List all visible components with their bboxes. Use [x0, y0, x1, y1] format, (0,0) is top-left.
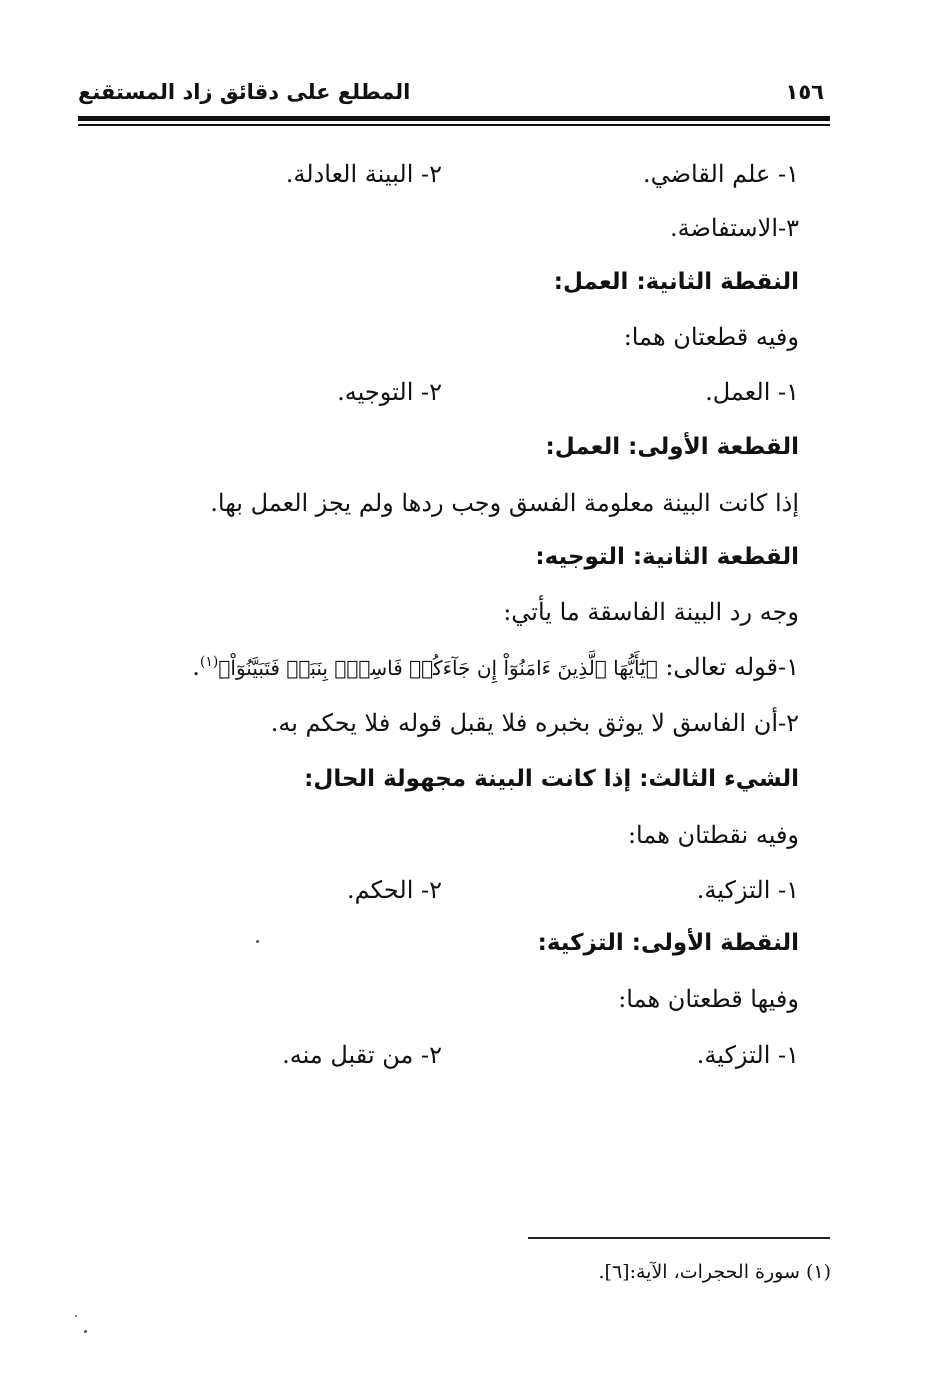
header-rule-thin [78, 124, 830, 126]
reason-prefix: ١-قوله تعالى: [665, 653, 799, 681]
section-heading: النقطة الثانية: العمل: [553, 269, 799, 295]
section-heading: القطعة الأولى: العمل: [545, 434, 799, 460]
section-heading: النقطة الأولى: التزكية: [537, 930, 799, 956]
paragraph-verse [192, 650, 799, 685]
paragraph: إذا كانت البينة معلومة الفسق وجب ردها ولم يجز العمل بها. [210, 489, 799, 517]
scan-speck [256, 940, 259, 943]
page-number: ١٥٦ [785, 80, 824, 104]
paragraph: وجه رد البينة الفاسقة ما يأتي: [503, 598, 799, 626]
list-item: ١- علم القاضي. [643, 160, 799, 188]
section-heading: القطعة الثانية: التوجيه: [535, 544, 799, 570]
sentence-end: . [192, 653, 200, 681]
section-heading: الشيء الثالث: إذا كانت البينة مجهولة الحال: [304, 766, 799, 792]
list-item: ٢- البينة العادلة. [285, 160, 442, 188]
scan-speck [84, 1330, 87, 1333]
header-rule-thick [78, 116, 830, 121]
list-item: ١- التزكية. [696, 876, 799, 904]
quran-verse: ﴿يَٰٓأَيُّهَا ٱلَّذِينَ ءَامَنُوٓاْ إِن جَآءَكُمۡ فَاسِقُۢ بِنَبَإٖ فَتَبَيَّنُوٓاْ﴾ [218, 656, 658, 680]
list-item: ٢- الحكم. [347, 876, 442, 904]
list-item: ١- التزكية. [696, 1041, 799, 1069]
footnote-marker: (١) [199, 654, 219, 670]
running-title: المطلع على دقائق زاد المستقنع [78, 80, 411, 104]
paragraph: وفيه قطعتان هما: [623, 323, 799, 351]
list-item: ٢- من تقبل منه. [282, 1041, 442, 1069]
scan-speck [75, 1315, 77, 1317]
list-item: ١- العمل. [705, 378, 799, 406]
paragraph: وفيه نقطتان هما: [627, 821, 799, 849]
footnote: (١) سورة الحجرات، الآية:[٦]. [598, 1261, 831, 1283]
paragraph: ٢-أن الفاسق لا يوثق بخبره فلا يقبل قوله فلا يحكم به. [270, 709, 799, 737]
list-item: ٢- التوجيه. [337, 378, 442, 406]
footnote-rule [528, 1237, 830, 1239]
paragraph: وفيها قطعتان هما: [618, 985, 799, 1013]
list-item: ٣-الاستفاضة. [669, 214, 799, 242]
page-header [78, 78, 830, 114]
